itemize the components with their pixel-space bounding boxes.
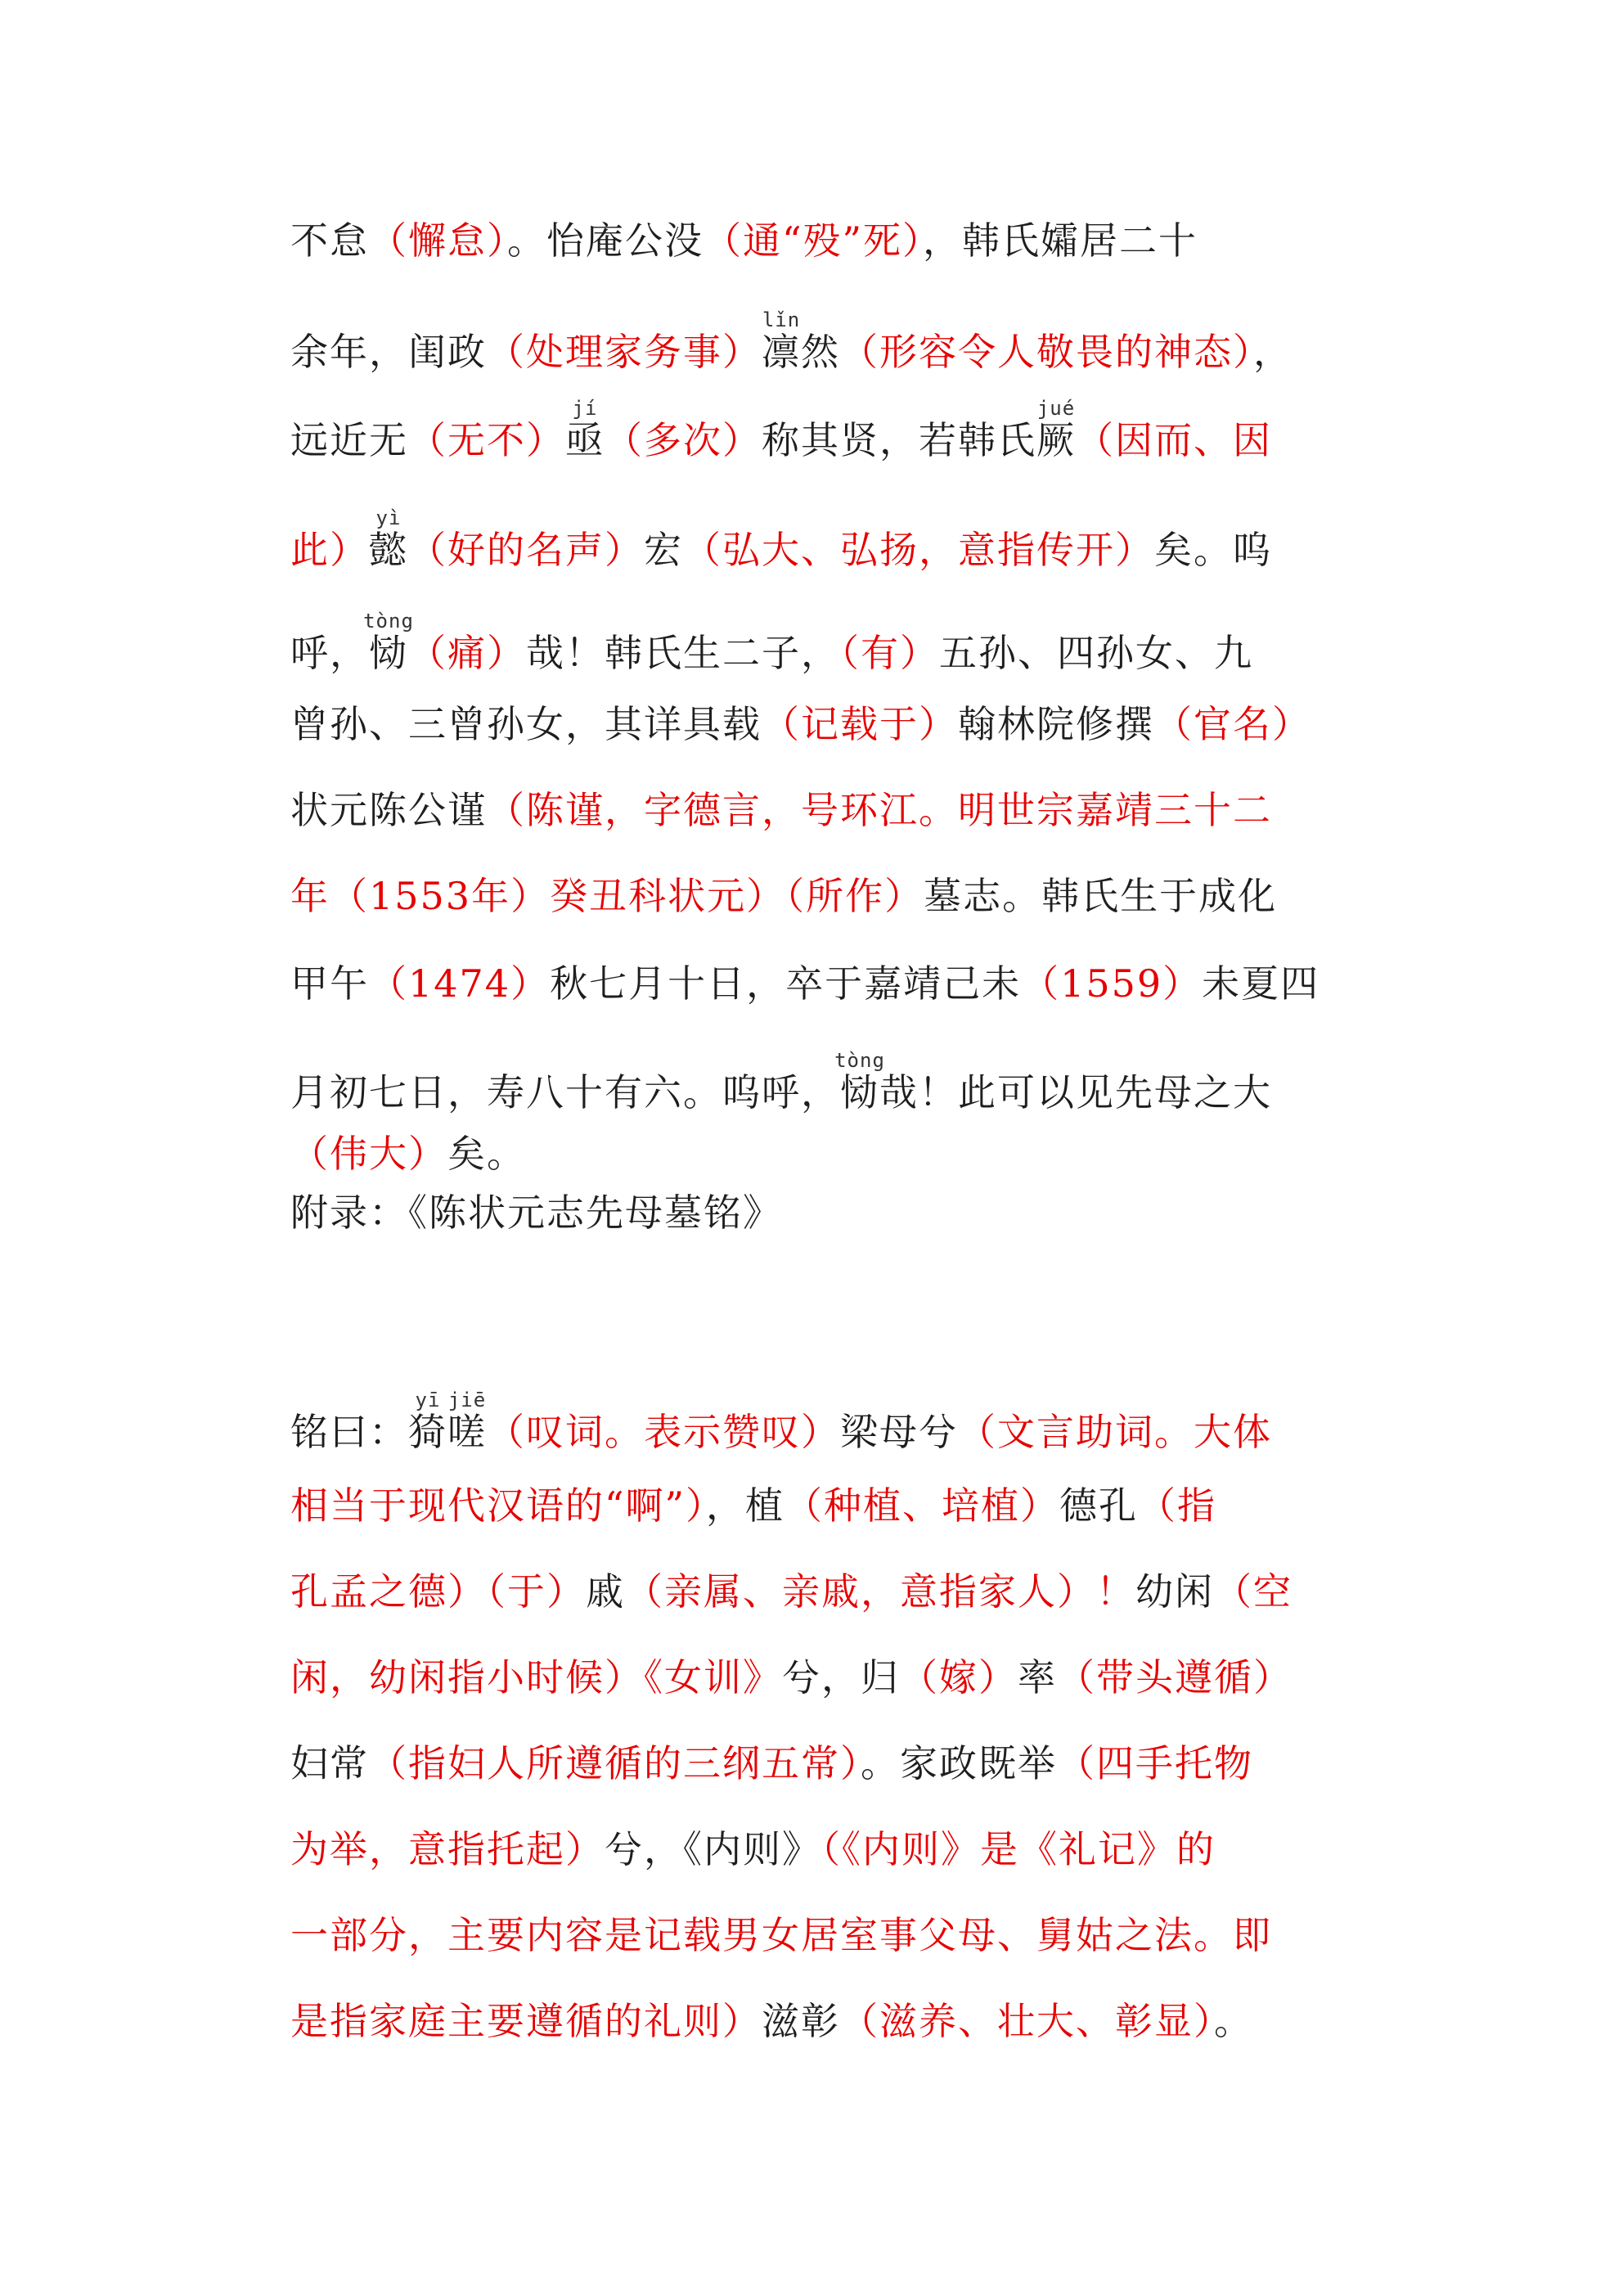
text-line [290,1389,1272,1454]
text-line [290,216,1198,265]
original-text: 率 [1018,1655,1057,1699]
pinyin-annotation: jiē [447,1389,487,1411]
annotation-text: （指 [1138,1483,1217,1528]
original-text: 远近无 [290,418,408,462]
pinyin-annotation: jué [1036,397,1076,420]
original-text: 哉！韩氏生二子， [526,631,840,675]
annotation-text: （懈怠） [369,218,507,263]
annotation-text: （种植、培植） [785,1483,1060,1528]
original-text: ，韩氏孀居二十 [923,218,1198,263]
annotation-text: 闲，幼闲指小时候）《女训》 [290,1655,782,1699]
original-text: 德孔 [1059,1483,1139,1528]
annotation-text: （空 [1214,1569,1293,1614]
original-text: 猗yī [408,1389,447,1454]
original-text: 翰林院修撰 [958,702,1154,746]
pinyin-annotation: yì [369,506,408,529]
original-text: 妇常 [290,1741,369,1785]
annotation-text: （通“殁”死） [704,218,924,263]
annotation-text: 年（1553年）癸丑科状元）（所作） [290,874,924,918]
annotation-text: （因而、因 [1076,418,1272,462]
original-text: 凛lǐn [762,308,801,374]
annotation-text: （弘大、弘扬，意指传开） [683,528,1154,572]
text-line [290,1049,1272,1114]
original-text: 宏 [644,528,683,572]
original-text: 戚 [586,1569,625,1614]
text-line [290,1739,1253,1788]
text-line [290,1997,1253,2046]
original-text: 不怠 [290,218,369,263]
original-text: 厥jué [1036,397,1076,462]
original-text: 然 [801,330,840,374]
original-text: 甲午 [290,961,369,1006]
annotation-text: （无不） [408,418,565,462]
text-line [290,959,1320,1008]
original-text: 呼， [290,631,369,675]
annotation-text: （叹词。表示赞叹） [487,1410,840,1454]
annotation-text: 相当于现代汉语的“啊”） [290,1483,707,1528]
original-text: 秋七月十日，卒于嘉靖己未 [550,961,1022,1006]
annotation-text: 为举，意指托起） [290,1827,605,1871]
original-text: 兮，《内则》 [605,1827,821,1871]
annotation-text: （1559） [1021,961,1203,1006]
original-text: 恸tòng [834,1049,885,1114]
original-text: 五孙、四孙女、九 [939,631,1253,675]
annotation-text: （处理家务事） [487,330,762,374]
annotation-text: 是指家庭主要遵循的礼则） [290,1999,762,2043]
original-text: 兮，归 [782,1655,900,1699]
appendix-title: 附录：《陈状元志先母墓铭》 [290,1191,782,1235]
original-text: 滋彰 [762,1999,840,2043]
text-line [290,1911,1272,1960]
annotation-text: （记载于） [762,702,958,746]
original-text: 梁母兮 [840,1410,958,1454]
original-text: 亟jí [565,397,605,462]
annotation-text: （陈谨，字德言，号环江。明世宗嘉靖三十二 [487,788,1272,832]
annotation-text: （《内则》是《礼记》的 [821,1827,1216,1871]
annotation-text: （有） [840,631,939,675]
original-text: 月初七日，寿八十有六。呜呼， [290,1070,840,1114]
text-line [290,1481,1216,1530]
original-text: 哉！此可以见先母之大 [879,1070,1272,1114]
pinyin-annotation: lǐn [762,308,801,331]
original-text: 嗟jiē [447,1389,487,1454]
annotation-text: （痛） [408,631,526,675]
annotation-text: （四手托物 [1057,1741,1253,1785]
original-text: 。家政既举 [861,1741,1057,1785]
text-line [290,1825,1216,1874]
text-line [290,786,1272,835]
text-line [290,871,1277,921]
annotation-text: （嫁） [900,1655,1018,1699]
annotation-text: （亲属、亲戚，意指家人）！ [625,1569,1135,1614]
text-line [290,397,1272,462]
original-text: 矣。 [447,1132,526,1176]
annotation-text: 一部分，主要内容是记载男女居室事父母、舅姑之法。即 [290,1913,1272,1957]
original-text: 。怡庵公没 [507,218,704,263]
annotation-text: （1474） [369,961,551,1006]
text-line [290,1653,1293,1702]
pinyin-annotation: jí [565,397,605,420]
original-text: ， [1253,330,1293,374]
annotation-text: （多次） [605,418,762,462]
pinyin-annotation: tòng [363,610,414,633]
original-text: 称其贤，若韩氏 [762,418,1036,462]
annotation-text: （好的名声） [408,528,644,572]
text-line [290,610,1253,675]
original-text: 懿yì [369,506,408,572]
annotation-text: 此） [290,528,369,572]
original-text: 曾孙、三曾孙女，其详具载 [290,702,762,746]
original-text: 。 [1214,1999,1253,2043]
annotation-text: （带头遵循） [1057,1655,1293,1699]
original-text: 铭曰： [290,1410,408,1454]
text-line [290,1567,1293,1616]
original-text: 矣。呜 [1154,528,1272,572]
annotation-text: （官名） [1154,702,1311,746]
original-text: 恸tòng [363,610,414,675]
annotation-text: （滋养、壮大、彰显） [840,1999,1214,2043]
text-line [290,308,1293,374]
annotation-text: 孔孟之德）（于） [290,1569,586,1614]
original-text: 余年，闺政 [290,330,487,374]
text-line [290,506,1272,572]
pinyin-annotation: yī [408,1389,447,1411]
annotation-text: （指妇人所遵循的三纲五常） [369,1741,861,1785]
annotation-text: （形容令人敬畏的神态） [840,330,1253,374]
original-text: 幼闲 [1135,1569,1214,1614]
original-text: 墓志。韩氏生于成化 [924,874,1278,918]
original-text: 未夏四 [1202,961,1320,1006]
text-line [290,1129,526,1178]
annotation-text: （文言助词。大体 [958,1410,1272,1454]
annotation-text: （伟大） [290,1132,447,1176]
original-text: ，植 [706,1483,785,1528]
original-text: 状元陈公谨 [290,788,487,832]
text-line [290,700,1311,749]
pinyin-annotation: tòng [834,1049,885,1072]
